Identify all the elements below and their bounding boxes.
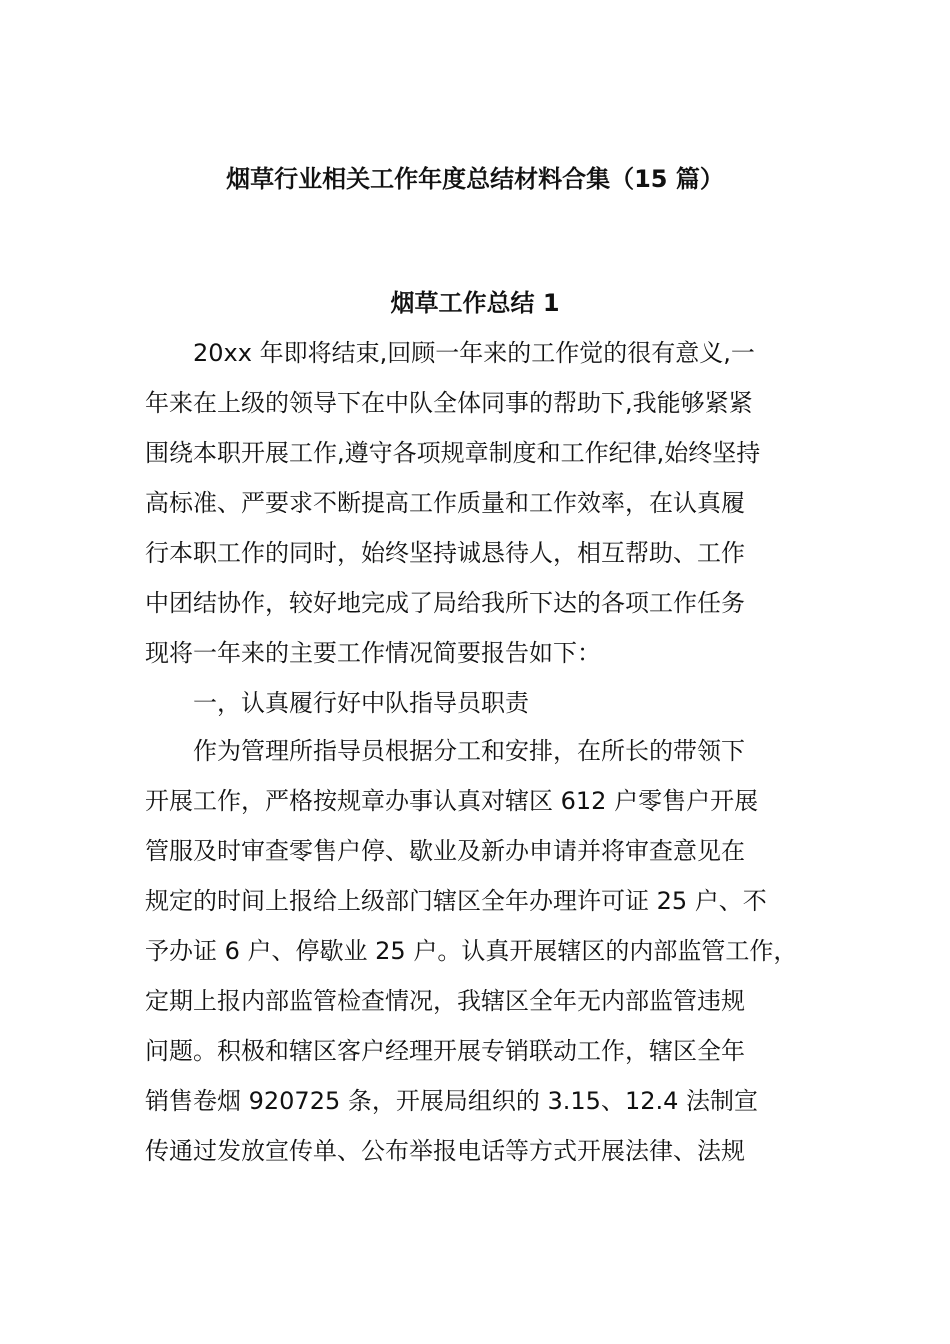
paragraph-line: 高标准、严要求不断提高工作质量和工作效率，在认真履 bbox=[145, 489, 745, 517]
paragraph-line: 作为管理所指导员根据分工和安排，在所长的带领下 bbox=[193, 737, 745, 765]
paragraph-line: 规定的时间上报给上级部门辖区全年办理许可证 25 户、不 bbox=[145, 887, 767, 915]
paragraph-line: 20xx 年即将结束,回顾一年来的工作觉的很有意义,一 bbox=[193, 339, 755, 367]
paragraph-line: 现将一年来的主要工作情况简要报告如下： bbox=[145, 639, 601, 667]
paragraph-line: 定期上报内部监管检查情况，我辖区全年无内部监管违规 bbox=[145, 987, 745, 1015]
paragraph-line: 开展工作，严格按规章办事认真对辖区 612 户零售户开展 bbox=[145, 787, 759, 815]
paragraph-line: 销售卷烟 920725 条，开展局组织的 3.15、12.4 法制宣 bbox=[145, 1087, 759, 1115]
paragraph-line: 年来在上级的领导下在中队全体同事的帮助下,我能够紧紧 bbox=[145, 389, 753, 417]
paragraph-line: 中团结协作，较好地完成了局给我所下达的各项工作任务 bbox=[145, 589, 745, 617]
paragraph-line: 予办证 6 户、停歇业 25 户。认真开展辖区的内部监管工作， bbox=[145, 937, 798, 965]
paragraph-line: 问题。积极和辖区客户经理开展专销联动工作，辖区全年 bbox=[145, 1037, 745, 1065]
paragraph-line: 管服及时审查零售户停、歇业及新办申请并将审查意见在 bbox=[145, 837, 745, 865]
document-title: 烟草行业相关工作年度总结材料合集（15 篇） bbox=[226, 165, 724, 193]
subheading-line: 一，认真履行好中队指导员职责 bbox=[193, 689, 529, 717]
paragraph-line: 传通过发放宣传单、公布举报电话等方式开展法律、法规 bbox=[145, 1137, 745, 1165]
section-title: 烟草工作总结 1 bbox=[390, 289, 560, 317]
paragraph-line: 围绕本职开展工作,遵守各项规章制度和工作纪律,始终坚持 bbox=[145, 439, 761, 467]
paragraph-line: 行本职工作的同时，始终坚持诚恳待人，相互帮助、工作 bbox=[145, 539, 745, 567]
